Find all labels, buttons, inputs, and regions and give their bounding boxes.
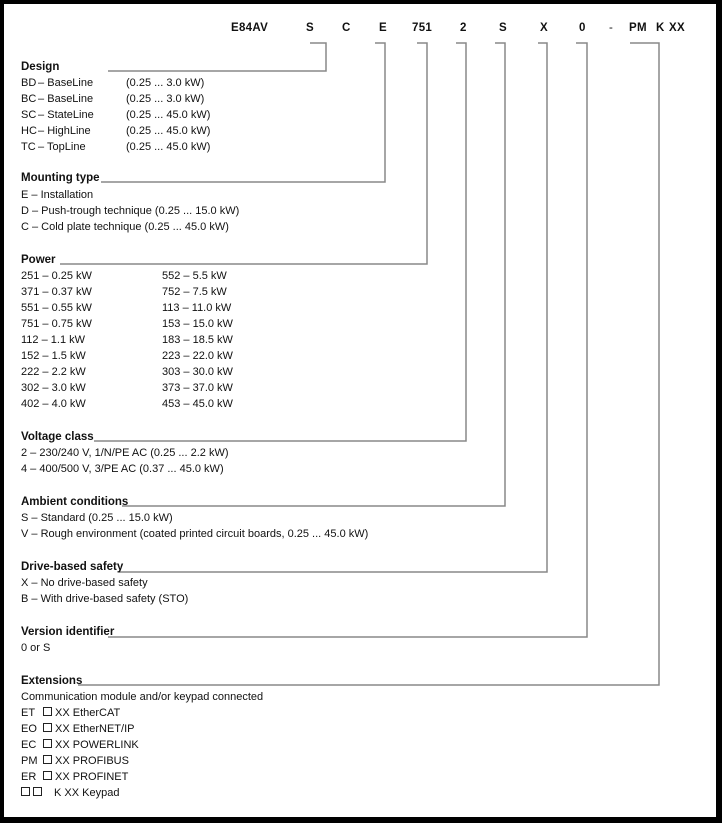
extension-code (21, 787, 43, 799)
mounting-item: E – Installation (21, 189, 94, 201)
code-ext-module: PM (629, 22, 647, 34)
power-item: 402 – 4.0 kW (21, 398, 86, 410)
extension-text: XX PROFIBUS (55, 755, 129, 767)
extension-item (21, 739, 139, 751)
extension-item (21, 755, 129, 767)
placeholder-box-icon (43, 739, 52, 748)
code-ext-keypad: K (656, 22, 665, 34)
placeholder-box-icon (43, 707, 52, 716)
power-item: 751 – 0.75 kW (21, 318, 92, 330)
power-item: 251 – 0.25 kW (21, 270, 92, 282)
placeholder-box-icon (43, 771, 52, 780)
power-item: 453 – 45.0 kW (162, 398, 233, 410)
ambient-item: S – Standard (0.25 ... 15.0 kW) (21, 512, 173, 524)
ambient-title: Ambient conditions (21, 496, 129, 508)
placeholder-box-icon (43, 723, 52, 732)
code-voltage: 2 (460, 22, 467, 34)
mounting-title: Mounting type (21, 172, 100, 184)
version-title: Version identifier (21, 626, 115, 638)
design-item: HC – HighLine (21, 125, 91, 137)
design-range: (0.25 ... 45.0 kW) (126, 109, 211, 121)
extension-item (21, 723, 134, 735)
ambient-item: V – Rough environment (coated printed circuit boards, 0.25 ... 45.0 kW) (21, 528, 369, 540)
power-item: 303 – 30.0 kW (162, 366, 233, 378)
code-ambient: S (499, 22, 507, 34)
design-item: TC – TopLine (21, 141, 86, 153)
voltage-title: Voltage class (21, 431, 94, 443)
power-item: 752 – 7.5 kW (162, 286, 227, 298)
diagram-frame (4, 4, 716, 817)
power-item: 552 – 5.5 kW (162, 270, 227, 282)
power-item: 152 – 1.5 kW (21, 350, 86, 362)
power-item: 153 – 15.0 kW (162, 318, 233, 330)
leader-extensions (78, 43, 659, 685)
extension-text: XX PROFINET (55, 771, 129, 783)
power-item: 113 – 11.0 kW (162, 302, 232, 314)
version-item: 0 or S (21, 642, 51, 654)
extensions-intro: Communication module and/or keypad connected (21, 691, 264, 703)
code-power: 751 (412, 22, 433, 34)
design-title: Design (21, 61, 60, 73)
code-prefix: E84AV (231, 22, 269, 34)
design-item: SC – StateLine (21, 109, 94, 121)
power-title: Power (21, 254, 56, 266)
design-range: (0.25 ... 3.0 kW) (126, 93, 205, 105)
mounting-item: D – Push-trough technique (0.25 ... 15.0 kW) (21, 205, 240, 217)
code-separator: - (609, 22, 614, 34)
extension-text: XX POWERLINK (55, 739, 139, 751)
power-item: 222 – 2.2 kW (21, 366, 86, 378)
placeholder-box-icon (33, 787, 42, 796)
power-item: 373 – 37.0 kW (162, 382, 233, 394)
extension-code: EO (21, 723, 37, 735)
extension-code: ER (21, 771, 37, 783)
extension-code: PM (21, 755, 38, 767)
leader-design (108, 43, 326, 71)
safety-item: B – With drive-based safety (STO) (21, 593, 189, 605)
design-item: BC – BaseLine (21, 93, 94, 105)
safety-title: Drive-based safety (21, 561, 124, 573)
power-item: 302 – 3.0 kW (21, 382, 86, 394)
design-range: (0.25 ... 3.0 kW) (126, 77, 205, 89)
mounting-item: C – Cold plate technique (0.25 ... 45.0 kW) (21, 221, 229, 233)
extension-item (21, 787, 119, 799)
extension-text: XX EtherCAT (55, 707, 121, 719)
power-item: 371 – 0.37 kW (21, 286, 92, 298)
extension-text: K XX Keypad (54, 787, 120, 799)
safety-item: X – No drive-based safety (21, 577, 148, 589)
power-item: 223 – 22.0 kW (162, 350, 233, 362)
code-version: 0 (579, 22, 586, 34)
power-item: 551 – 0.55 kW (21, 302, 92, 314)
code-design-1: S (306, 22, 314, 34)
voltage-item: 4 – 400/500 V, 3/PE AC (0.37 ... 45.0 kW) (21, 463, 224, 475)
extension-text: XX EtherNET/IP (55, 723, 135, 735)
extension-item (21, 771, 128, 783)
extensions-title: Extensions (21, 675, 83, 687)
extension-item (21, 707, 120, 719)
code-design-2: C (342, 22, 351, 34)
code-mounting: E (379, 22, 387, 34)
placeholder-box-icon (21, 787, 30, 796)
design-range: (0.25 ... 45.0 kW) (126, 125, 211, 137)
power-item: 112 – 1.1 kW (21, 334, 85, 346)
code-safety: X (540, 22, 548, 34)
power-item: 183 – 18.5 kW (162, 334, 233, 346)
voltage-item: 2 – 230/240 V, 1/N/PE AC (0.25 ... 2.2 kW) (21, 447, 229, 459)
placeholder-box-icon (43, 755, 52, 764)
design-range: (0.25 ... 45.0 kW) (126, 141, 211, 153)
extension-code: ET (21, 707, 36, 719)
code-ext-xx: XX (669, 22, 685, 34)
design-item: BD – BaseLine (21, 77, 94, 89)
extension-code: EC (21, 739, 37, 751)
